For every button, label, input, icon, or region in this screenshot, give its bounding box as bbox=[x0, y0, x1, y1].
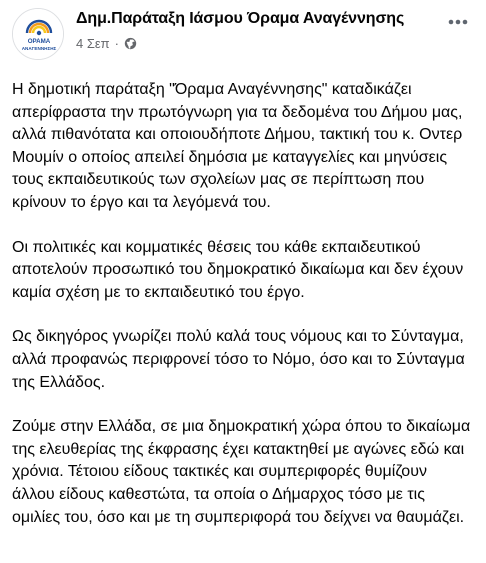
post-paragraph-3: Ως δικηγόρος γνωρίζει πολύ καλά τους νόμους και το Σύνταγμα, αλλά προφανώς περιφρονεί τόσο το Νόμο, όσο και το Σύνταγμα της Ελλάδος. bbox=[12, 328, 465, 391]
svg-text:ΟΡΑΜΑ: ΟΡΑΜΑ bbox=[27, 38, 51, 45]
post-paragraph-1: Η δημοτική παράταξη "Όραμα Αναγέννησης" καταδικάζει απερίφραστα την πρωτόγνωρη για τα δεδομένα του Δήμου μας, αλλά πιθανότατα και οποιουδήποτε Δήμου, τακτική του κ. Οντερ Μουμίν ο οποίος απειλεί δημόσια με καταγγελίες και μηνύσεις τους εκπαιδευτικούς των σχολείων μας σε περίπτωση που κρίνουν το έργο και τα λεγόμενά του. bbox=[12, 81, 463, 211]
orama-anagennisis-logo bbox=[13, 9, 64, 60]
page-avatar[interactable] bbox=[12, 8, 64, 60]
post-header bbox=[12, 8, 474, 64]
post-paragraph-4: Ζούμε στην Ελλάδα, σε μια δημοκρατική χώρα όπου το δικαίωμα της ελευθερίας της έκφρασης έχει κατακτηθεί με αγώνες εδώ και χρόνια. Τέτοιου είδους τακτικές και συμπεριφορές θυμίζουν άλλου είδους καθεστώτα, τα οποία ο Δήμαρχος τόσο με τις ομιλίες του, όσο και με τη συμπεριφορά του δείχνει να θαυμάζει. bbox=[12, 418, 471, 526]
more-options-icon[interactable] bbox=[444, 12, 472, 32]
globe-icon[interactable] bbox=[124, 37, 137, 50]
meta-separator: · bbox=[114, 35, 119, 51]
post-body bbox=[12, 79, 474, 551]
page-name-link[interactable]: Δημ.Παράταξη Ιάσμου Όραμα Αναγέννησης bbox=[76, 10, 405, 27]
svg-text:ΑΝΑΓΕΝΝΗΣΗΣ: ΑΝΑΓΕΝΝΗΣΗΣ bbox=[21, 46, 57, 51]
post-meta bbox=[76, 34, 137, 52]
post-paragraph-2: Οι πολιτικές και κομματικές θέσεις του κάθε εκπαιδευτικού αποτελούν προσωπικό του δημοκρατικό δικαίωμα και δεν έχουν καμία σχέση με το εκπαιδευτικό του έργο. bbox=[12, 238, 464, 301]
post-timestamp[interactable]: 4 Σεπ bbox=[76, 35, 110, 51]
